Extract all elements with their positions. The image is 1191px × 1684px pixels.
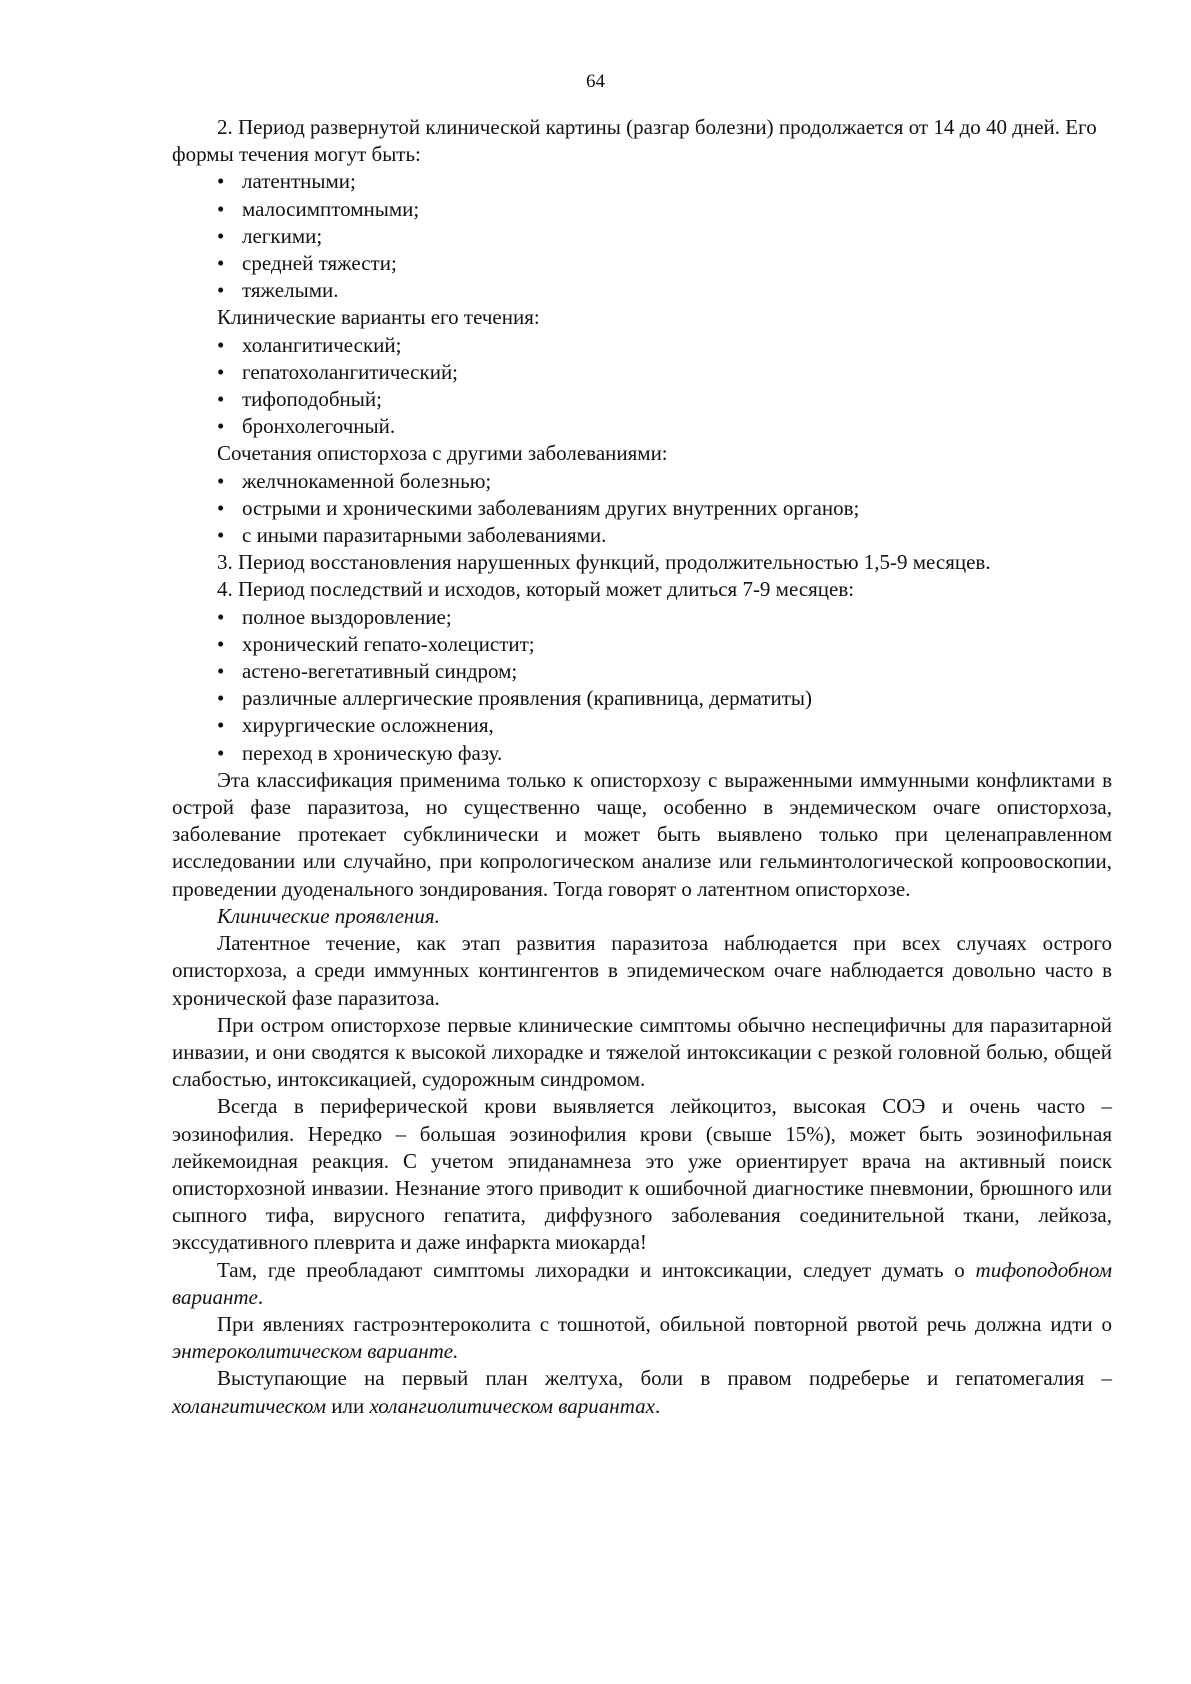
typhoid-variant-paragraph — [172, 1257, 1112, 1311]
variant-term: холангиолитическом вариантах — [369, 1393, 655, 1418]
list-item: • острыми и хроническими заболеваниям других внутренних органов; — [172, 495, 1112, 522]
course-forms-list — [172, 168, 1112, 304]
list-item: • холангитический; — [172, 332, 1112, 359]
enterocolitic-variant-paragraph — [172, 1311, 1112, 1365]
period-3-paragraph: 3. Период восстановления нарушенных функций, продолжительностью 1,5-9 месяцев. — [217, 550, 991, 575]
acute-phase-paragraph: При остром описторхозе первые клинические симптомы обычно неспецифичны для паразитарной инвазии, и они сводятся к высокой лихорадке и тяжелой интоксикации с резкой головной болью, общей слабостью, интоксикацией, судорожным синдромом. — [172, 1012, 1112, 1092]
list-item: • малосимптомными; — [172, 196, 1112, 223]
variant-term: тифоподобном варианте — [172, 1257, 1112, 1309]
list-item: • хронический гепато-холецистит; — [172, 631, 1112, 658]
page-content — [172, 114, 1112, 1420]
period-2-paragraph: 2. Период развернутой клинической картины (разгар болезни) продолжается от 14 до 40 дней. Его формы течения могут быть: — [172, 115, 1097, 167]
cholangitic-variant-paragraph — [172, 1365, 1112, 1419]
variant-term: холангитическом — [172, 1393, 326, 1418]
paragraph-text: Там, где преобладают симптомы лихорадки и интоксикации, следует думать о — [217, 1257, 976, 1282]
blood-findings-paragraph: Всегда в периферической крови выявляется лейкоцитоз, высокая СОЭ и очень часто – эозинофилия. Нередко – большая эозинофилия крови (свыше 15%), может быть эозинофильная лейкемоидная реакция. С учетом эпиданамнеза это уже ориентирует врача на активный поиск описторхозной инвазии. Незнание этого приводит к ошибочной диагностике пневмонии, брюшного или сыпного тифа, вирусного гепатита, диффузного заболевания соединительной ткани, лейкоза, экссудативного плеврита и даже инфаркта миокарда! — [172, 1094, 1112, 1255]
list-item: • желчнокаменной болезнью; — [172, 468, 1112, 495]
list-item: • с иными паразитарными заболеваниями. — [172, 522, 1112, 549]
clinical-variants-list — [172, 332, 1112, 441]
list-item: • гепатохолангитический; — [172, 359, 1112, 386]
variant-term: энтероколитическом варианте. — [172, 1339, 459, 1364]
clinical-variants-intro: Клинические варианты его течения: — [217, 305, 540, 330]
combinations-list — [172, 468, 1112, 550]
list-item: • хирургические осложнения, — [172, 712, 1112, 739]
page-number: 64 — [586, 71, 605, 92]
list-item: • тифоподобный; — [172, 386, 1112, 413]
paragraph-text: Выступающие на первый план желтуха, боли в правом подреберье и гепатомегалия – — [217, 1366, 1112, 1391]
list-item: • полное выздоровление; — [172, 604, 1112, 631]
list-item: • средней тяжести; — [172, 250, 1112, 277]
latent-course-paragraph: Латентное течение, как этап развития паразитоза наблюдается при всех случаях острого описторхоза, а среди иммунных контингентов в эпидемическом очаге наблюдается довольно часто в хронической фазе паразитоза. — [172, 931, 1112, 1010]
list-item: • различные аллергические проявления (крапивница, дерматиты) — [172, 685, 1112, 712]
paragraph-text: . — [654, 1393, 661, 1418]
list-item: • латентными; — [172, 168, 1112, 195]
list-item: • переход в хроническую фазу. — [172, 740, 1112, 767]
list-item: • бронхолегочный. — [172, 413, 1112, 440]
outcomes-list — [172, 604, 1112, 767]
clinical-manifestations-heading: Клинические проявления. — [217, 903, 440, 928]
classification-paragraph: Эта классификация применима только к описторхозу с выраженными иммунными конфликтами в острой фазе паразитоза, но существенно чаще, особенно в эндемическом очаге описторхоза, заболевание протекает субклинически и может быть выявлено только при целенаправленном исследовании или случайно, при копрологическом анализе или гельминтологической копроовоскопии, проведении дуоденального зондирования. Тогда говорят о латентном описторхозе. — [172, 767, 1112, 901]
combinations-intro: Сочетания описторхоза с другими заболеваниями: — [217, 441, 668, 466]
list-item: • астено-вегетативный синдром; — [172, 658, 1112, 685]
period-4-paragraph: 4. Период последствий и исходов, который может длиться 7-9 месяцев: — [217, 577, 855, 602]
paragraph-text: или — [325, 1393, 370, 1418]
paragraph-text: При явлениях гастроэнтероколита с тошнотой, обильной повторной рвотой речь должна идти о — [217, 1311, 1112, 1336]
list-item: • тяжелыми. — [172, 277, 1112, 304]
list-item: • легкими; — [172, 223, 1112, 250]
paragraph-text: . — [257, 1284, 264, 1309]
